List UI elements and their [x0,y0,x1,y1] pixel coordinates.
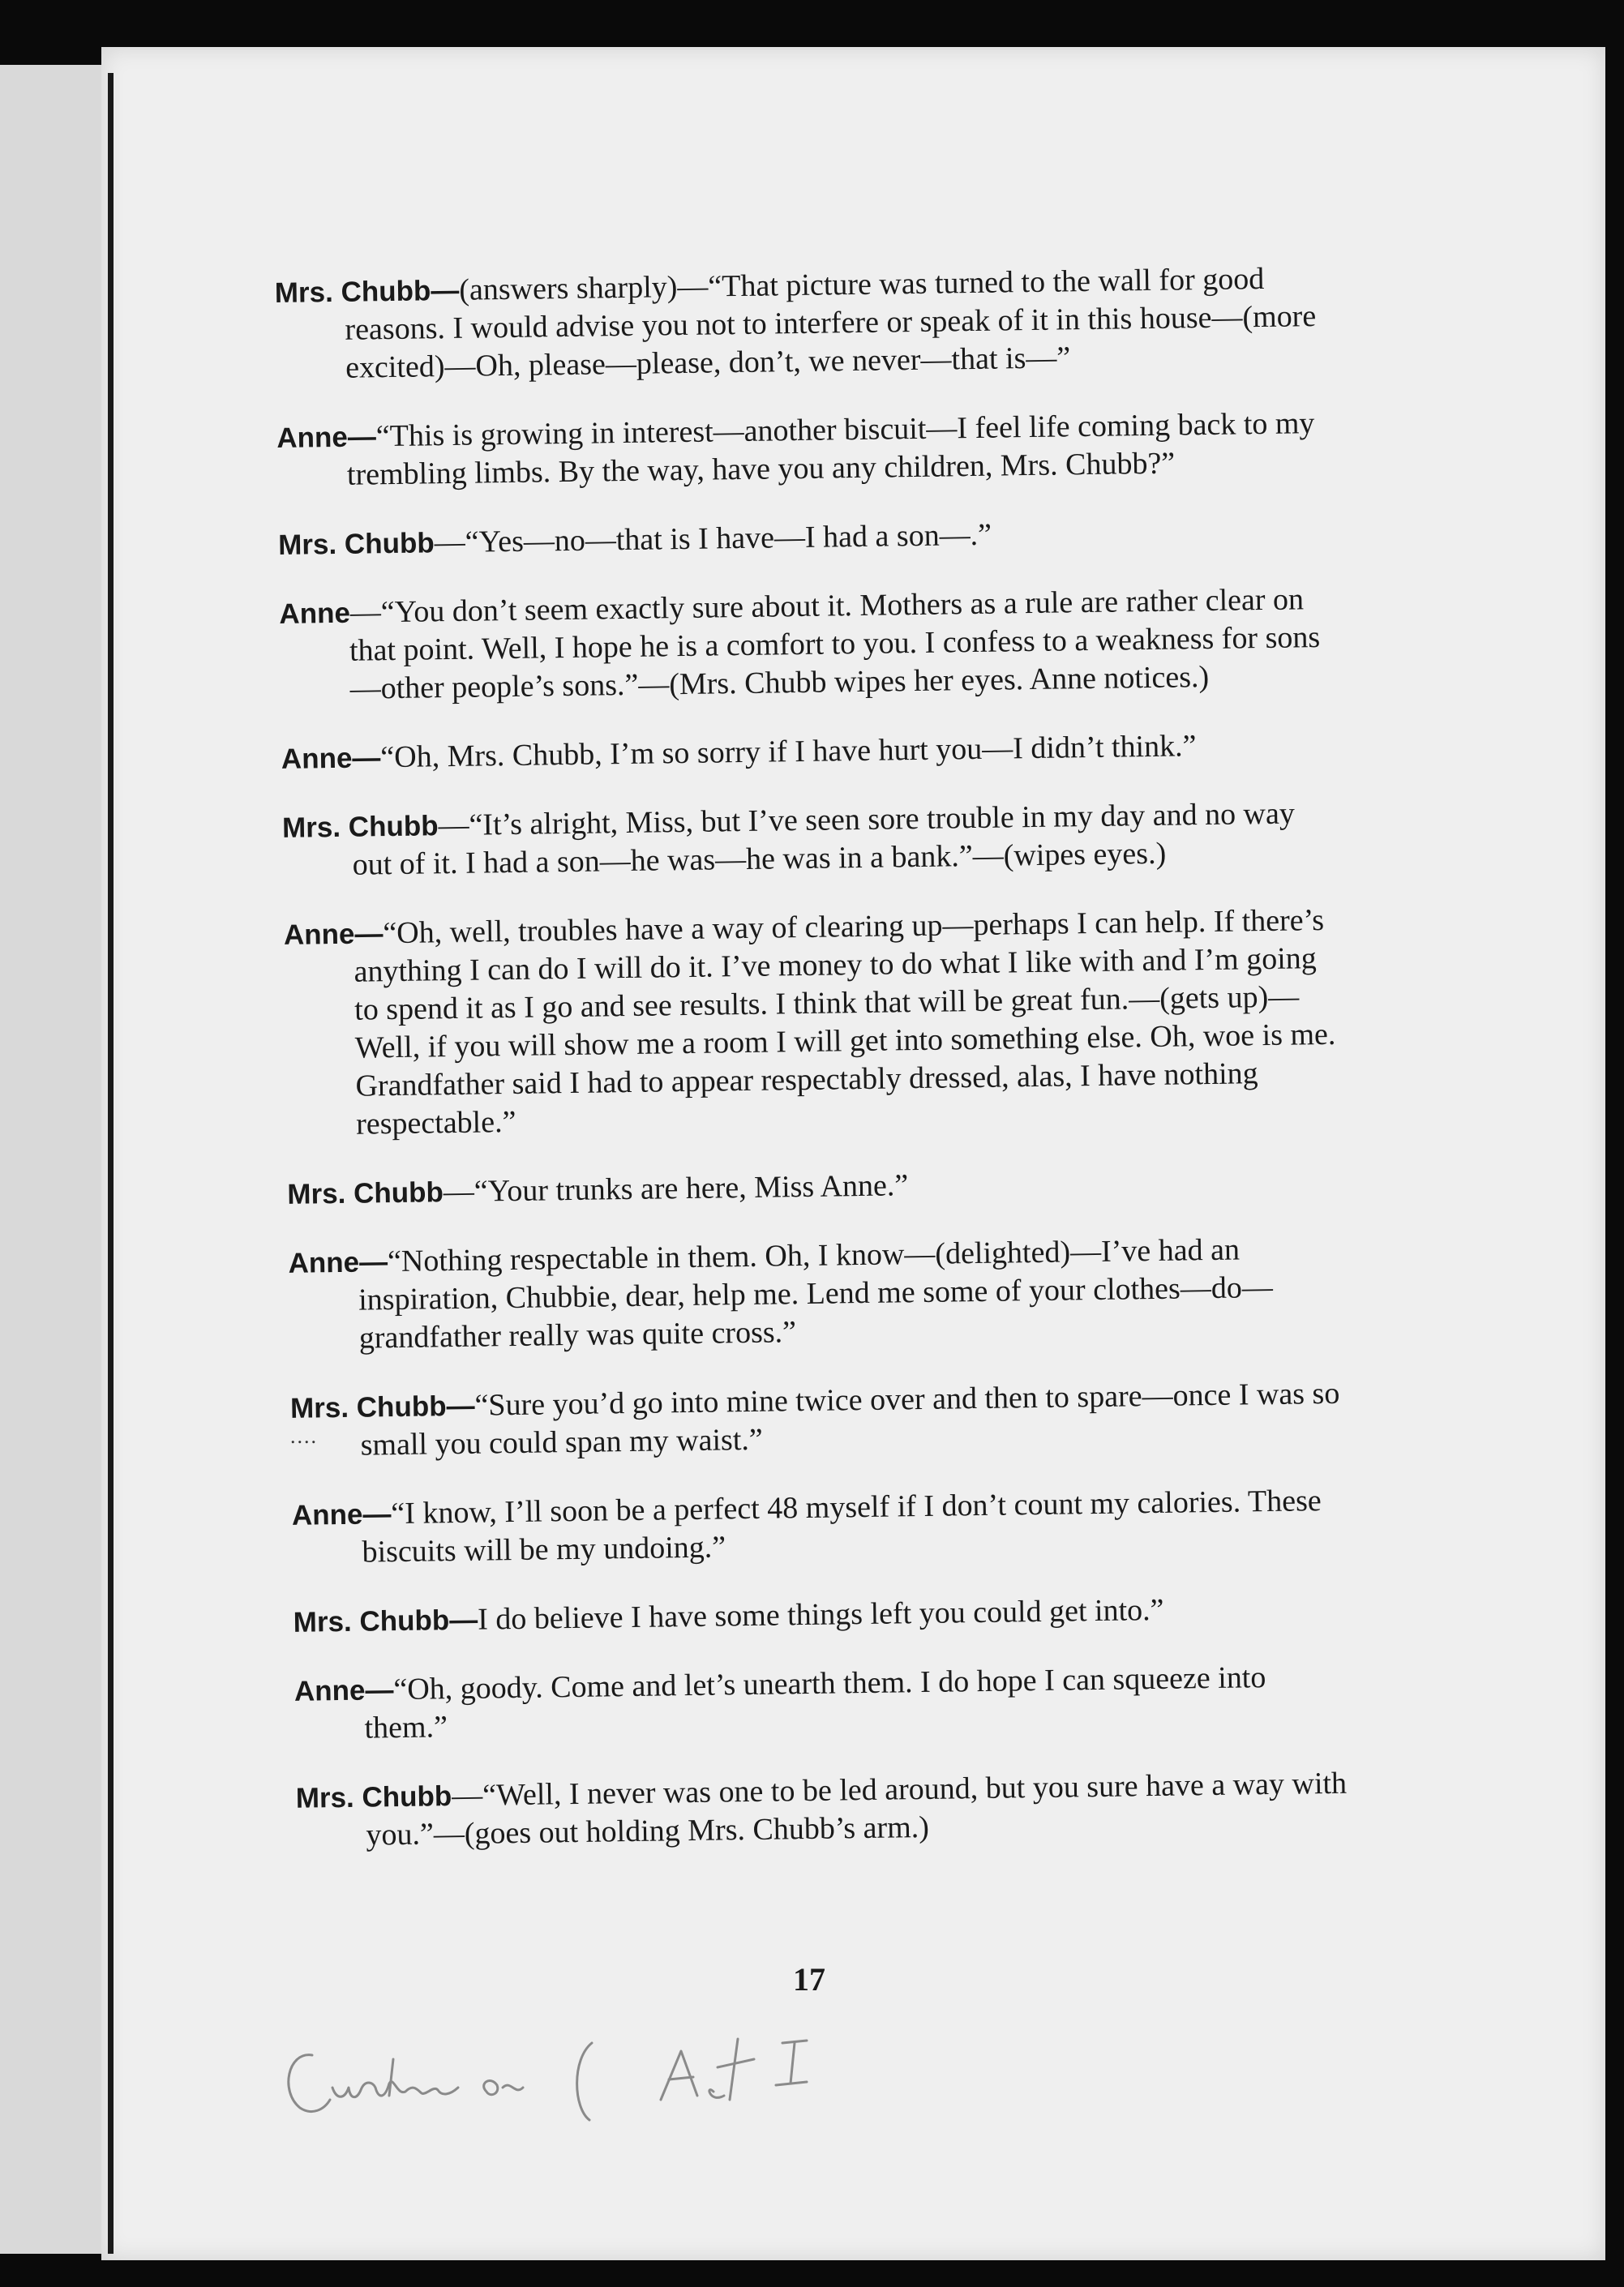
dialogue-entry [276,405,1331,495]
speaker-name: Mrs. Chubb [295,1780,452,1814]
dialogue-line: “Sure you’d go into mine twice over and then to spare—once I was so small you could span my waist.” [360,1376,1340,1463]
dialogue-entry [275,259,1330,388]
book-spine [108,73,114,2254]
dialogue-entry [290,1375,1345,1466]
speaker-name: Mrs. Chubb— [293,1604,478,1638]
dialogue-line: “This is growing in interest—another biscuit—I feel life coming back to my trembling limbs. By the way, have you any children, Mrs. Chubb?” [346,406,1315,492]
speaker-name: Anne— [294,1674,394,1707]
dialogue-entry [288,1230,1343,1359]
dialogue-line: —“Yes—no—that is I have—I had a son—.” [434,517,992,560]
dialogue-line: —“It’s alright, Miss, but I’ve seen sore trouble in my day and no way out of it. I had a son—he was—he was in a bank.”—(wipes eyes.) [352,796,1296,882]
dialogue-entry [278,512,1333,564]
dialogue-entry [292,1482,1347,1573]
dialogue-line: —“Well, I never was one to be led around, but you sure have a way with you.”—(goes out holding Mrs. Chubb’s arm.) [366,1766,1348,1852]
dialogue-entry [279,580,1335,709]
speaker-name: Mrs. Chubb— [289,1390,475,1424]
dialogue-line: —“You don’t seem exactly sure about it. Mothers as a rule are rather clear on that point. Well, I hope he is a comfort to you. I confess to a weakness for sons—other people’s sons.”—(Mrs. Chubb wipes her eyes. Anne notices.) [349,582,1321,706]
dialogue-line: —“Your trunks are here, Miss Anne.” [443,1168,909,1210]
speaker-name: Mrs. Chubb— [274,274,460,309]
speaker-name: Anne— [276,421,377,454]
dialogue-entry [293,1589,1348,1642]
dialogue-entry [282,794,1337,885]
dialogue-line: I do believe I have some things left you could get into.” [477,1592,1164,1637]
dialogue-line: “Oh, goody. Come and let’s unearth them. I do hope I can squeeze into them.” [364,1660,1266,1745]
speaker-name: Anne— [281,742,381,775]
speaker-name: Anne— [288,1246,388,1279]
speaker-name: Anne— [291,1498,392,1531]
dialogue-line: “Nothing respectable in them. Oh, I know—(delighted)—I’ve had an inspiration, Chubbie, dear, help me. Lend me some of your clothes—do—grandfather really was quite cross.” [358,1232,1274,1355]
facing-page-edge [0,65,105,2254]
dialogue-line: “Oh, Mrs. Chubb, I’m so sorry if I have hurt you—I didn’t think.” [380,729,1197,775]
speaker-name: Mrs. Chubb [281,810,439,844]
dialogue-line: “I know, I’ll soon be a perfect 48 myself if I don’t count my calories. These biscuits will be my undoing.” [362,1484,1322,1570]
handwritten-note [272,1938,1163,2124]
dialogue-entry [281,726,1336,778]
dialogue-entry [295,1765,1350,1856]
dialogue-entry [294,1658,1349,1749]
speaker-name: Anne [279,597,351,630]
dialogue-text [274,229,1351,1875]
dialogue-line: “Oh, well, troubles have a way of clearing up—perhaps I can help. If there’s anything I can do I will do it. I’ve money to do what I like with and I’m going to spend it as I go and see results. I think that will be great fun.—(gets up)—Well, if you will show me a room I will get into something else. Oh, woe is me. Grandfather said I had to appear respectably dressed, alas, I have nothing respectable.” [354,903,1336,1141]
dialogue-entry [284,902,1341,1145]
speaker-name: Mrs. Chubb [287,1176,444,1210]
speaker-name: Mrs. Chubb [277,527,435,561]
speaker-name: Anne— [283,918,384,951]
margin-mark: .... [290,1424,318,1448]
page-number: 17 [793,1961,825,1998]
dialogue-line: (answers sharply)—“That picture was turned to the wall for good reasons. I would advise you not to interfere or speak of it in this house—(more excited)—Oh, please—please, don’t, we never—that is—” [345,261,1317,385]
dialogue-entry [287,1161,1342,1214]
